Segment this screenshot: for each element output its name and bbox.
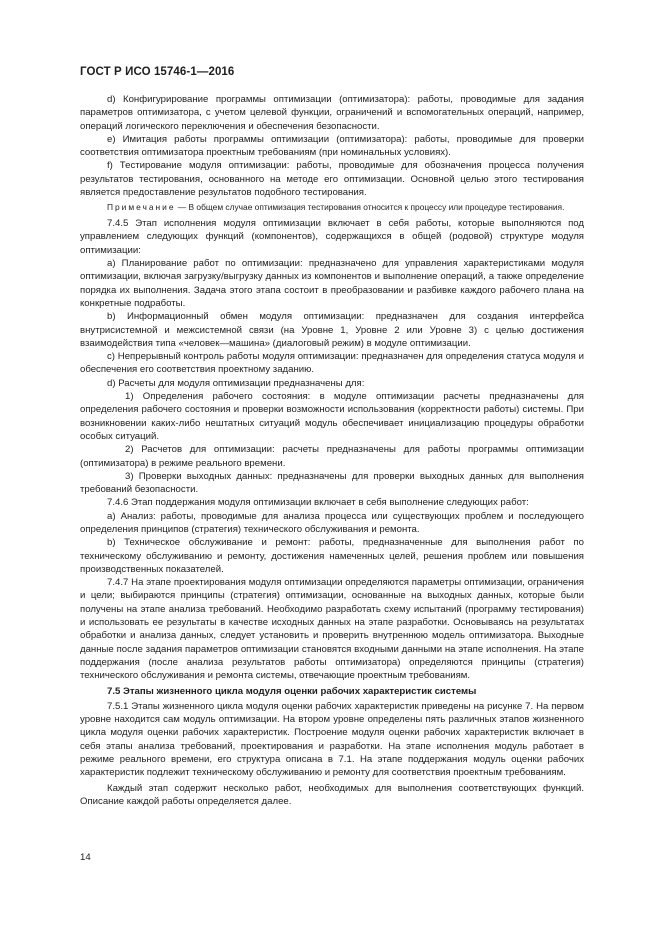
section-heading-7-5: 7.5 Этапы жизненного цикла модуля оценки рабочих характеристик системы [107, 685, 477, 697]
paragraph-f-testing: f) Тестирование модуля оптимизации: работы, проводимые для обозначения процесса получения результатов тестирования, основанного на методе его оптимизации. Основной целью этого тестирования является предоставление результатов подобного тестирования. [80, 160, 584, 199]
clause-7-4-6: 7.4.6 Этап поддержания модуля оптимизации включает в себя выполнение следующих работ: [107, 497, 529, 509]
clause-7-5-1: 7.5.1 Этапы жизненного цикла модуля оценки рабочих характеристик приведены на рисунке 7. На первом уровне находится сам модуль оптимизации. На втором уровне определены пять различных этапов жизненного цикла модуля оценки рабочих характеристик. Построение модуля оценки рабочих характеристик включает в себя этапы анализа требований, проектирования и разработки. На этапе исполнения модуль работает в режиме реального времени, его структура описана в 7.1. На этапе поддержания модуль оценки рабочих характеристик подлежит техническому обслуживанию и ремонту для соответствия проектным требованиям. [80, 700, 584, 779]
item-d-calculations: d) Расчеты для модуля оптимизации предназначены для: [107, 377, 365, 389]
closing-paragraph: Каждый этап содержит несколько работ, необходимых для выполнения соответствующих функций. Описание каждой работы определяется далее. [80, 782, 584, 807]
note-text: — В общем случае оптимизация тестирования относится к процессу или процедуре тестирования. [175, 202, 565, 213]
subitem-3-output-check: 3) Проверки выходных данных: предназначены для проверки выходных данных для выполнения требований безопасности. [80, 470, 584, 496]
subitem-1-state: 1) Определения рабочего состояния: в модуле оптимизации расчеты предназначены для определения рабочего состояния и проверки возможности использования (корректности работы) системы. При возникновении каких-либо нештатных ситуаций модуль обеспечивает инициализацию процедуры обработки особых ситуаций. [80, 391, 584, 442]
item-a-planning: a) Планирование работ по оптимизации: предназначено для управления характеристиками модуля оптимизации, включая загрузку/выгрузку данных из компонентов и выполнение операций, а также определение порядка их выполнения. Задача этого этапа состоит в преобразовании и разбивке каждого рабочего плана на конкретные подработы. [80, 258, 584, 309]
item-b-maintenance: b) Техническое обслуживание и ремонт: работы, предназначенные для выполнения работ по техническому обслуживанию и ремонту, достижения намеченных целей, решения проблем или повышения производственных показателей. [80, 537, 584, 575]
note-label: Примечание [107, 202, 176, 213]
note [80, 202, 584, 214]
paragraph-d-configuration: d) Конфигурирование программы оптимизации (оптимизатора): работы, проводимые для задания параметров оптимизатора, с учетом целевой функции, ограничений и вспомогательных операций, например, операций логического переключения и обеспечения безопасности. [80, 94, 584, 132]
item-b-information-exchange: b) Информационный обмен модуля оптимизации: предназначен для создания интерфейса внутрисистемной и межсистемной связи (на Уровне 1, Уровне 2 или Уровне 3) с целью достижения взаимодействия типа «человек—машина» (диалоговый режим) в модуле оптимизации. [80, 311, 584, 349]
page-header: ГОСТ Р ИСО 15746-1—2016 [80, 66, 235, 78]
page-number: 14 [80, 852, 91, 863]
subitem-2-calculations: 2) Расчетов для оптимизации: расчеты предназначены для работы программы оптимизации (оптимизатора) в режиме реального времени. [80, 444, 584, 469]
clause-7-4-7: 7.4.7 На этапе проектирования модуля оптимизации определяются параметры оптимизации, ограничения и цели; выбираются принципы (стратегия) оптимизации, основанные на выходных данных, которые были получены на этапе анализа требований. Необходимо разработать схему испытаний (программу тестирования) и использовать ее результаты в качестве исходных данных на этапе разработки. Основываясь на результатах обработки и анализа данных, следует установить и проверить внутреннюю модель оптимизатора. Выходные данные после задания параметров оптимизации становятся входными данными на этапе исполнения. На этапе поддержания (после анализа результатов работы оптимизатора) определяются принципы (стратегия) технического обслуживания и ремонта системы, отвечающие проектным требованиям. [80, 577, 584, 682]
clause-7-4-5: 7.4.5 Этап исполнения модуля оптимизации включает в себя работы, которые выполняются под управлением следующих функций (компонентов), содержащихся в общей (родовой) структуре модуля оптимизации: [80, 218, 584, 256]
paragraph-e-simulation: e) Имитация работы программы оптимизации (оптимизатора): работы, проводимые для проверки соответствия оптимизатора проектным требованиям (при номинальных условиях). [80, 133, 584, 159]
item-c-monitoring: c) Непрерывный контроль работы модуля оптимизации: предназначен для определения статуса модуля и обеспечения его соответствия проектному заданию. [80, 351, 584, 376]
item-a-analysis: a) Анализ: работы, проводимые для анализа процесса или существующих проблем и последующего определения принципов (стратегия) технического обслуживания и ремонта. [80, 510, 584, 535]
document-body [80, 93, 584, 808]
